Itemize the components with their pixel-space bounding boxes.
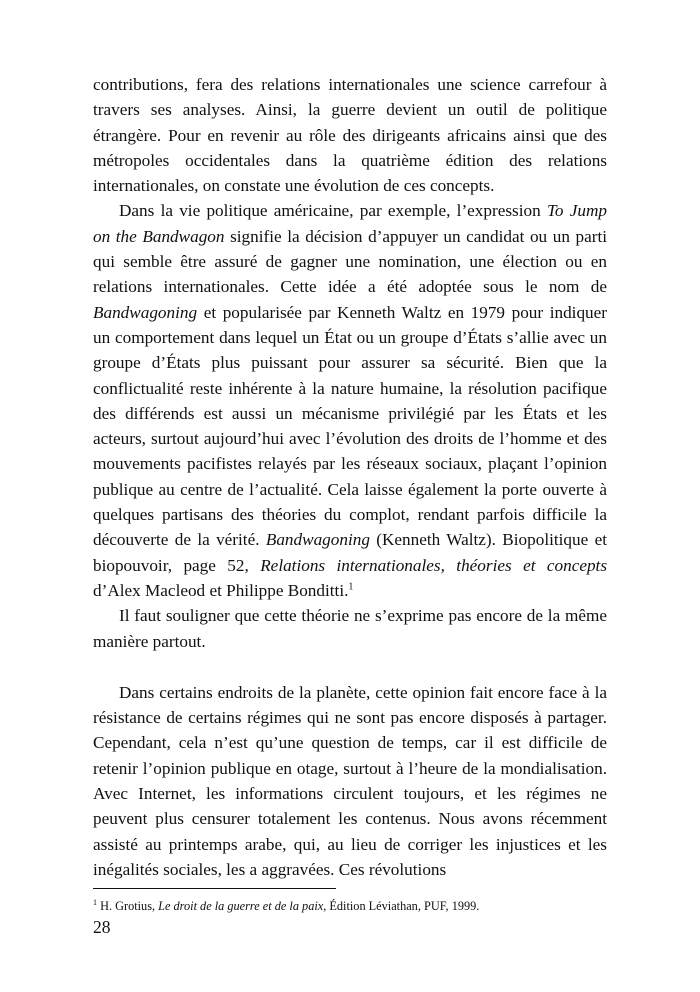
paragraph-2-text-b: signifie la décision d’appuyer un candidat ou un parti qui semble être assuré de gagner une nomination, une élection ou en relations internationales. Cette idée a été adoptée sous le nom de [93,226,608,297]
paragraph-1: contributions, fera des relations internationales une science carrefour à travers ses analyses. Ainsi, la guerre devient un outil de politique étrangère. Pour en revenir au rôle des dirigeants africains ainsi que des métropoles occidentales dans la quatrième édition des relations internationales, on constate une évolution de ces concepts. [93,75,607,196]
italic-phrase-bandwagon: To Jump on the Bandwagon [93,201,607,246]
italic-term-bandwagoning: Bandwagoning [93,302,198,322]
footnote [93,898,607,914]
footnote-author: H. Grotius, [97,899,159,913]
paragraph-2-text-e: d’Alex Macleod et Philippe Bonditti. [93,580,349,600]
paragraph-2-text-a: Dans la vie politique américaine, par exemple, l’expression [119,201,547,221]
footnote-title: Le droit de la guerre et de la paix [158,899,324,913]
italic-term-bandwagoning-2: Bandwagoning [265,530,370,550]
paragraph-2-text-d: (Kenneth Waltz). Biopolitique et biopouvoir, page 52, [93,530,607,575]
footnote-divider [93,888,336,889]
footnote-publisher: , Édition Léviathan, PUF, 1999. [323,899,480,913]
footnote-reference[interactable]: 1 [348,581,354,593]
paragraph-gap [93,654,607,680]
page-number: 28 [93,917,111,937]
italic-book-title: Relations internationales, théories et concepts [260,555,608,575]
paragraph-2-text-c: et popularisée par Kenneth Waltz en 1979 pour indiquer un comportement dans lequel un État ou un groupe d’États s’allie avec un groupe d’États plus puissant pour assurer sa sécurité. Bien que la conflictualité reste inhérente à la nature humaine, la résolution pacifique des différends est aussi un mécanisme privilégié par les États et les acteurs, surtout aujourd’hui avec l’évolution des droits de l’homme et des mouvements pacifistes relayés par les réseaux sociaux, plaçant l’opinion publique au centre de l’actualité. Cela laisse également la porte ouverte à quelques partisans des théories du complot, rendant parfois difficile la découverte de la vérité. [93,302,607,550]
paragraph-2 [93,198,607,603]
page-body [93,72,607,882]
paragraph-4: Dans certains endroits de la planète, cette opinion fait encore face à la résistance de certains régimes qui ne sont pas encore disposés à partager. Cependant, cela n’est qu’une question de temps, car il est difficile de retenir l’opinion publique en otage, surtout à l’heure de la mondialisation. Avec Internet, les informations circulent toujours, et les régimes ne peuvent plus censurer totalement les contenus. Nous avons récemment assisté au printemps arabe, qui, au lieu de corriger les injustices et les inégalités sociales, les a aggravées. Ces révolutions [93,682,607,879]
footnote-number: 1 [93,897,97,907]
paragraph-3: Il faut souligner que cette théorie ne s’exprime pas encore de la même manière partout. [93,606,607,651]
